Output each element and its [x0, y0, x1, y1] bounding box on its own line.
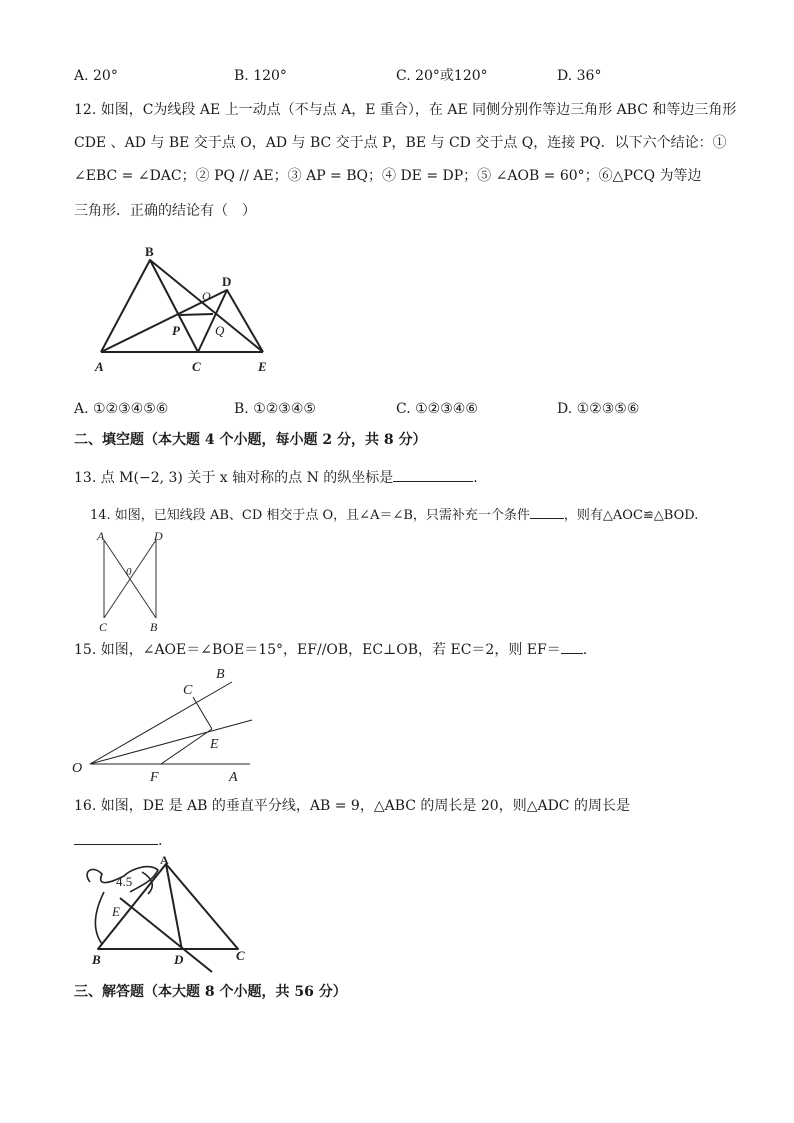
q14-text [90, 504, 698, 526]
q12-label-c: C [192, 359, 201, 374]
q15-answer-blank[interactable] [561, 639, 583, 654]
q14-text-after: ，则有△AOC≌△BOD. [563, 508, 699, 523]
q12-segment-pq [180, 314, 213, 315]
q12-triangle-abc [101, 260, 198, 352]
q15-label-o: O [72, 761, 83, 776]
q12-text-line2: CDE 、AD 与 BE 交于点 O，AD 与 BC 交于点 P，BE 与 CD 交于点 Q，连接 PQ．以下六个结论：① [74, 135, 727, 151]
q16-figure [72, 852, 262, 976]
q14-label-b: B [150, 620, 158, 634]
q15-text-after: . [582, 642, 588, 658]
q14-label-o: 0 [126, 566, 132, 578]
q12-text-line4: 三角形．正确的结论有（ ） [74, 203, 256, 219]
q13-text [74, 467, 478, 488]
q12-label-b: B [145, 244, 154, 259]
section3-title: 三、解答题（本大题 8 个小题，共 56 分） [74, 984, 347, 1000]
q12-label-q: Q [215, 323, 225, 338]
q16-text-line1: 16. 如图，DE 是 AB 的垂直平分线，AB = 9，△ABC 的周长是 20，则△ADC 的周长是 [74, 798, 630, 814]
q14-label-d: D [154, 529, 163, 543]
q15-text-before: 15. 如图，∠AOE＝∠BOE＝15°，EF//OB，EC⊥OB，若 EC＝2，则 EF＝ [74, 642, 561, 658]
q15-label-f: F [150, 770, 159, 784]
q15-label-c: C [183, 683, 193, 698]
q16-label-c: C [236, 948, 245, 963]
q15-segment-ef [161, 729, 212, 764]
q12-text-line1: 12. 如图，C为线段 AE 上一动点（不与点 A，E 重合），在 AE 同侧分别作等边三角形 ABC 和等边三角形 [74, 102, 737, 118]
q12-label-a: A [95, 359, 104, 374]
q15-segment-ec [193, 697, 212, 729]
section2-title: 二、填空题（本大题 4 个小题，每小题 2 分，共 8 分） [74, 432, 427, 448]
q15-label-b: B [216, 667, 225, 682]
q16-text-line2 [74, 830, 162, 851]
q12-option-d: D. ①②③⑤⑥ [557, 401, 640, 417]
q16-label-b: B [92, 952, 101, 967]
q15-label-a: A [229, 770, 238, 784]
q16-label-hand: 4.5 [116, 874, 133, 889]
q11-option-c: C. 20°或120° [396, 68, 488, 84]
q12-option-a: A. ①②③④⑤⑥ [74, 401, 169, 417]
q13-text-after: . [473, 470, 478, 486]
q16-text-after: . [158, 833, 163, 849]
q11-option-b: B. 120° [234, 68, 287, 84]
q15-label-e: E [210, 737, 219, 752]
q14-text-before: 14. 如图，已知线段 AB、CD 相交于点 O，且∠A＝∠B，只需补充一个条件 [90, 508, 530, 523]
q14-label-c: C [99, 620, 108, 634]
q12-option-b: B. ①②③④⑤ [234, 401, 316, 417]
q14-answer-blank[interactable] [530, 504, 564, 519]
q12-label-e: E [258, 359, 267, 374]
q16-segment-de [120, 898, 212, 972]
q13-text-before: 13. 点 M(−2, 3) 关于 x 轴对称的点 N 的纵坐标是 [74, 470, 394, 486]
q16-answer-blank[interactable] [74, 830, 158, 845]
q12-figure [85, 240, 285, 378]
q12-label-d: D [222, 274, 232, 289]
q12-option-c: C. ①②③④⑥ [396, 401, 478, 417]
q15-figure [66, 660, 260, 784]
q12-label-p: P [172, 323, 180, 338]
q11-option-a: A. 20° [74, 68, 118, 84]
q16-label-a: A [160, 853, 169, 867]
q12-label-o: O [202, 289, 211, 303]
q11-option-d: D. 36° [557, 68, 602, 84]
q12-text-line3: ∠EBC = ∠DAC；② PQ // AE；③ AP = BQ；④ DE = DP；⑤ ∠AOB = 60°；⑥△PCQ 为等边 [74, 168, 702, 184]
q15-text [74, 639, 587, 660]
q14-label-a: A [97, 529, 105, 543]
q16-label-d: D [174, 952, 184, 967]
q14-figure [94, 528, 170, 636]
q13-answer-blank[interactable] [393, 467, 473, 482]
q12-segment-be [150, 260, 263, 352]
q16-label-e: E [112, 904, 120, 919]
